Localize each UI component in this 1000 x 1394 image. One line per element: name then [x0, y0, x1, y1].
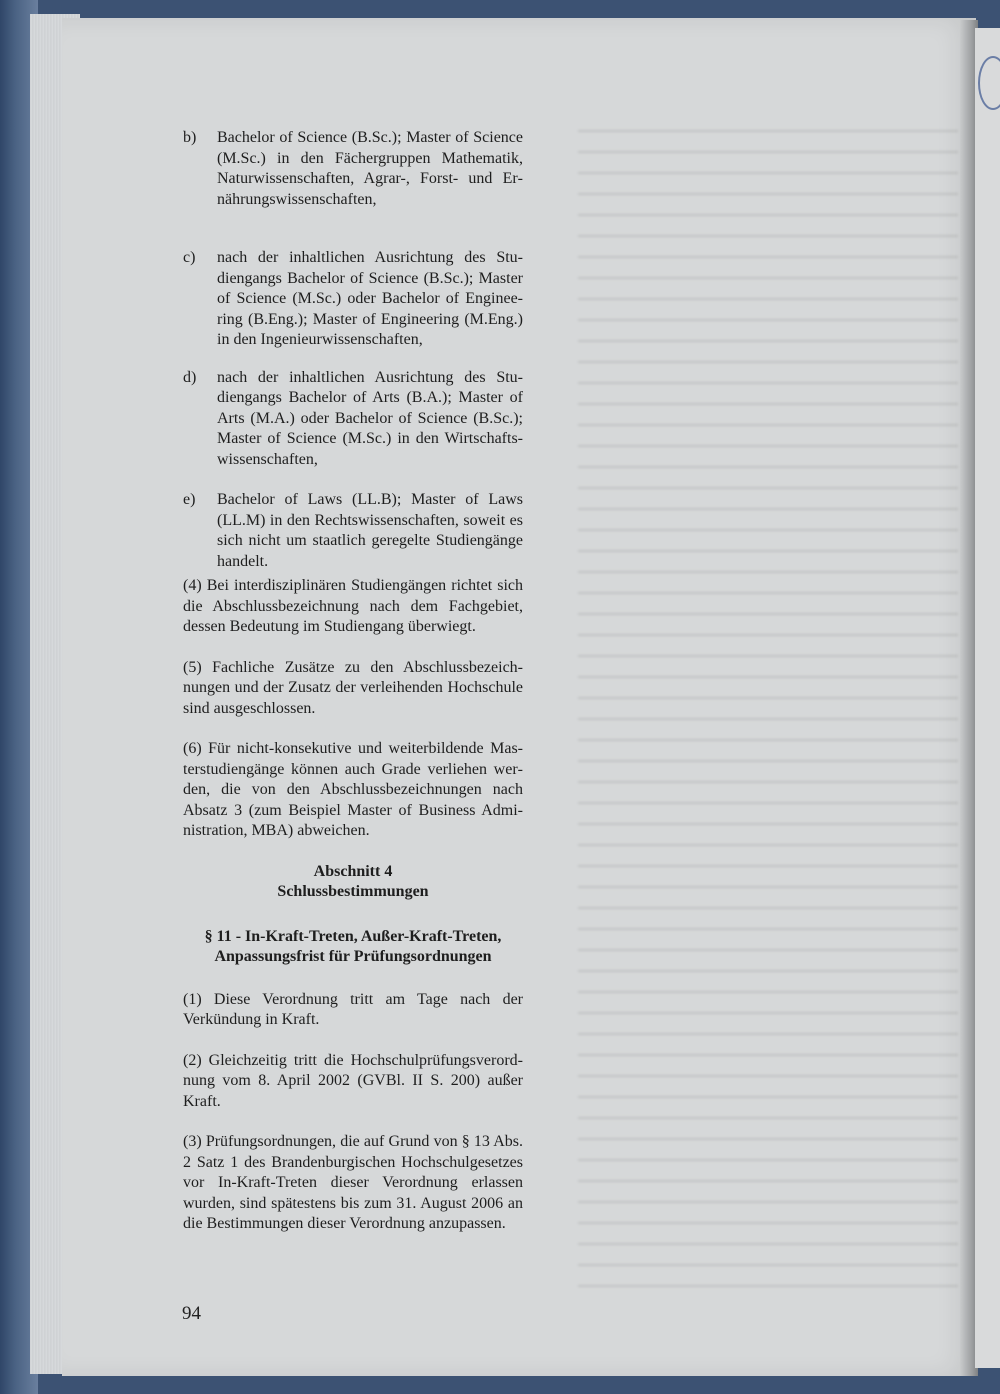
paragraph-heading-line-1: § 11 - In-Kraft-Treten, Außer-Kraft-Treten,	[204, 927, 502, 945]
section-number: Abschnitt 4	[313, 862, 393, 880]
list-item-d	[183, 368, 523, 471]
final-paragraph-3: (3) Prüfungsordnungen, die auf Grund von § 13 Abs. 2 Satz 1 des Brandenburgischen Hochschulgesetzes vor In-Kraft-Treten dieser Verordnung erlassen wurden, sind spätestens bis zum 31. August 2006 an die Bestimmungen dieser Verordnung anzupassen.	[183, 1133, 523, 1232]
list-item-text: nach der inhaltlichen Ausrichtung des Studiengangs Bachelor of Science (B.Sc.); Master of Science (M.Sc.) oder Bachelor of Engineering (B.Eng.); Master of Engineering (M.Eng.) in den Ingenieurwissenschaften,	[217, 249, 523, 348]
final-paragraph-1: (1) Diese Verordnung tritt am Tage nach der Verkündung in Kraft.	[183, 990, 523, 1028]
library-stamp-icon	[978, 56, 1000, 110]
section-title: Schlussbestimmungen	[277, 883, 429, 900]
page-content	[183, 128, 523, 1235]
list-item-letter: b)	[183, 129, 197, 146]
list-item-letter: e)	[183, 491, 196, 508]
paragraph-heading-line-2: Anpassungsfrist für Prüfungsordnungen	[214, 948, 492, 965]
list-item-c	[183, 248, 523, 351]
paragraph-6: (6) Für nicht-konsekutive und weiterbildende Masterstudiengänge können auch Grade verliehen werden, die von den Abschlussbezeichnungen nach Absatz 3 (zum Beispiel Master of Business Administration, MBA) abweichen.	[183, 740, 523, 839]
paragraph-4: (4) Bei interdisziplinären Studiengängen richtet sich die Abschlussbezeichnung nach dem Fachgebiet, dessen Bedeutung im Studiengang überwiegt.	[183, 577, 523, 635]
paragraph-5: (5) Fachliche Zusätze zu den Abschlussbezeichnungen und der Zusatz der verleihenden Hochschule sind ausgeschlossen.	[183, 658, 523, 717]
bleed-through-text	[578, 130, 958, 1290]
final-paragraph-2: (2) Gleichzeitig tritt die Hochschulprüfungsverordnung vom 8. April 2002 (GVBl. II S. 200) außer Kraft.	[183, 1051, 523, 1110]
list-item-e	[183, 490, 523, 572]
list-item-text: nach der inhaltlichen Ausrichtung des Studiengangs Bachelor of Arts (B.A.); Master of Arts (M.A.) oder Bachelor of Science (B.Sc.); Master of Science (M.Sc.) in den Wirtschaftswissenschaften,	[217, 368, 523, 468]
list-item-letter: d)	[183, 368, 197, 386]
page-number: 94	[182, 1303, 201, 1324]
list-item-text: Bachelor of Science (B.Sc.); Master of Science (M.Sc.) in den Fächergruppen Mathematik, Naturwissenschaften, Agrar-, Forst- und Ernährungswissenschaften,	[217, 129, 523, 208]
facing-page-edge	[975, 28, 1000, 1368]
list-item-letter: c)	[183, 249, 196, 266]
list-item-text: Bachelor of Laws (LL.B); Master of Laws (LL.M) in den Rechtswissenschaften, soweit es sich nicht um staatlich geregelte Studiengänge handelt.	[217, 491, 523, 570]
list-item-b	[183, 128, 523, 210]
